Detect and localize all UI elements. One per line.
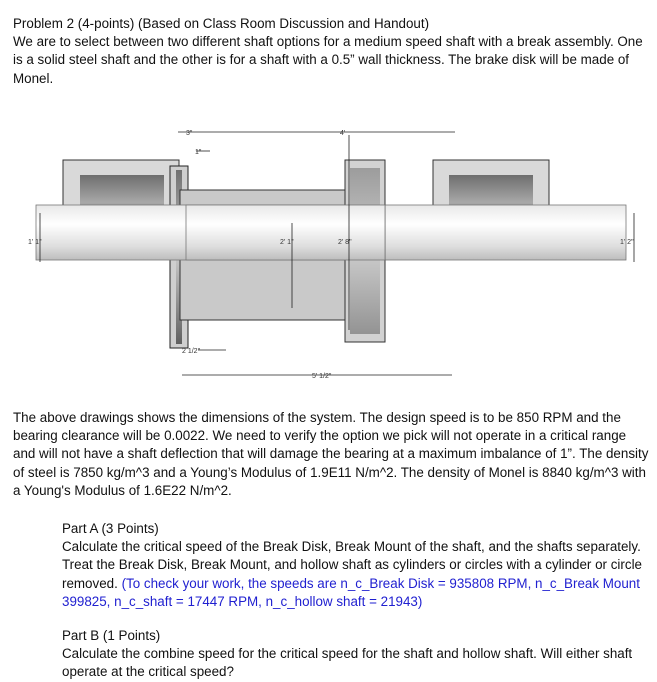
problem-intro-text: We are to select between two different shaft options for a medium speed shaft with a break assembly. One is a solid steel shaft and the other is for a shaft with a 0.5” wall thickness. The brake disk will be made of Monel. [13, 34, 643, 86]
part-a-heading: Part A (3 Points) [62, 521, 159, 536]
dim-mid-2ft8: 2' 8" [338, 239, 352, 246]
part-b-heading: Part B (1 Points) [62, 628, 161, 643]
dim-top-3in: 3" [186, 130, 193, 137]
part-b [62, 627, 652, 682]
problem-title: Problem 2 (4-points) (Based on Class Room Discussion and Handout) [13, 16, 430, 31]
dim-bottom-2half: 2 1/2" [182, 348, 201, 355]
part-a [62, 520, 652, 611]
part-a-body: Calculate the critical speed of the Break Disk, Break Mount of the shaft, and the shafts separately. Treat the Break Disk, Break Mount, and hollow shaft as cylinders or circles with a cylinder or circle removed. [62, 539, 642, 591]
part-b-body: Calculate the combine speed for the critical speed for the shaft and hollow shaft. Will either shaft operate at the critical speed? [62, 646, 633, 680]
part-a-check: (To check your work, the speeds are n_c_Break Disk = 935808 RPM, n_c_Break Mount 399825, n_c_shaft = 17447 RPM, n_c_hollow shaft = 21943) [62, 575, 640, 609]
system-description: The above drawings shows the dimensions of the system. The design speed is to be 850 RPM and the bearing clearance will be 0.0022. We need to verify the option we pick will not operate in a critical range and will not have a shaft deflection that will damage the bearing at a maximum imbalance of 1”. The density of steel is 7850 kg/m^3 and a Young’s Modulus of 1.9E11 N/m^2. The density of Monel is 8840 kg/m^3 with a Young's Modulus of 1.6E22 N/m^2. [13, 410, 649, 498]
dim-bottom-5ft: 5' 1/2" [312, 373, 332, 380]
shaft-overlay [186, 205, 385, 260]
dim-right-1ft2: 1' 2" [620, 239, 634, 246]
dim-left-1ft1: 1' 1" [28, 239, 42, 246]
dim-top-4ft: 4' [340, 130, 346, 137]
dim-top-1in: 1" [195, 149, 202, 156]
dim-mid-2ft1: 2' 1" [280, 239, 294, 246]
